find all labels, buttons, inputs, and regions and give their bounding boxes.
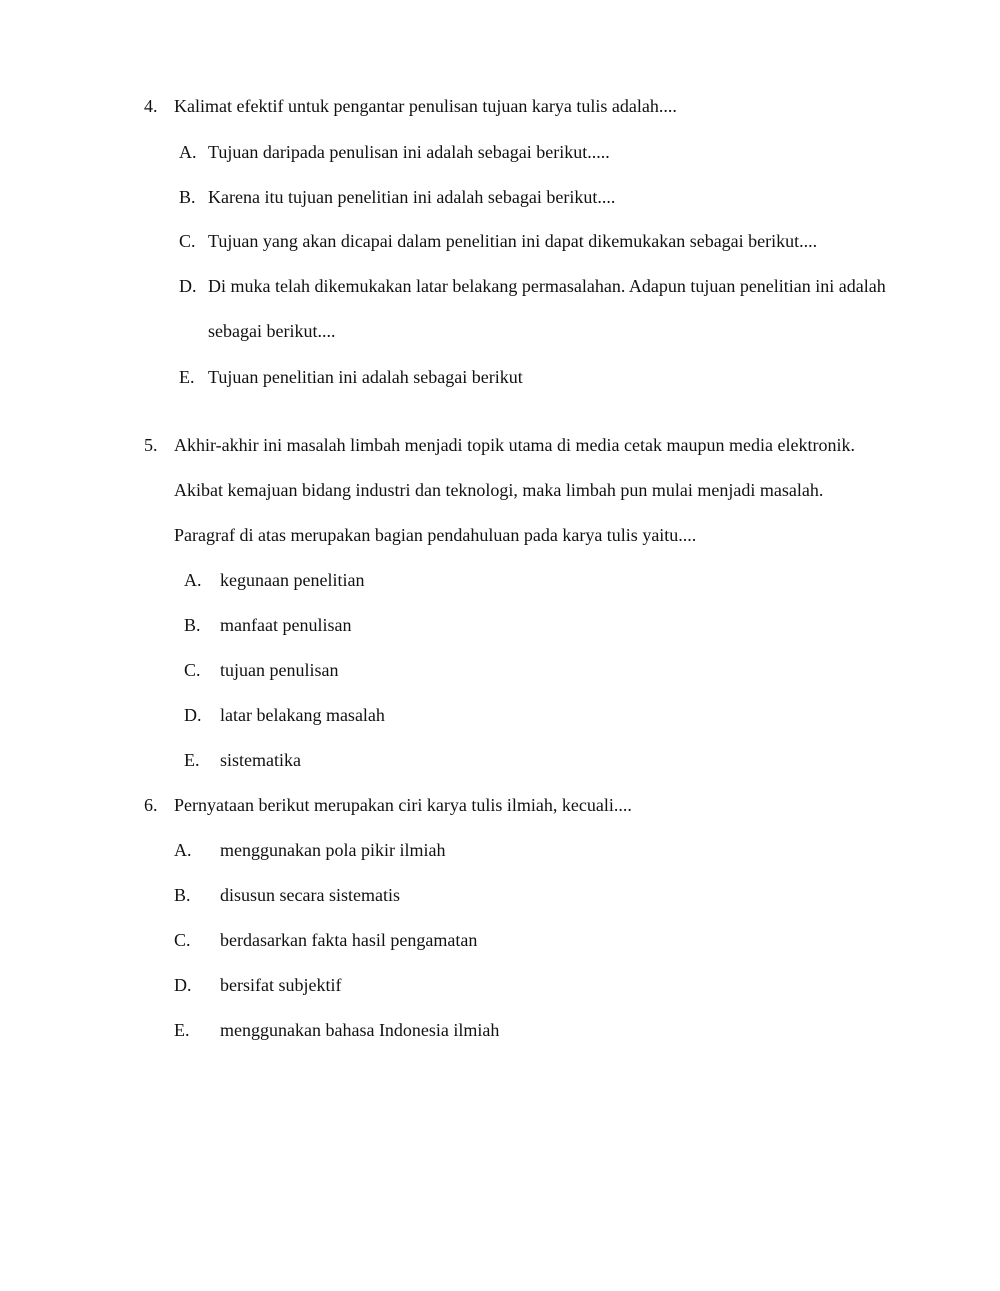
option-text: menggunakan bahasa Indonesia ilmiah — [220, 1020, 500, 1040]
option-letter: E. — [179, 367, 195, 387]
option-text: Tujuan daripada penulisan ini adalah sebagai berikut..... — [208, 142, 610, 162]
option-text: latar belakang masalah — [220, 705, 385, 725]
question-stem: Kalimat efektif untuk pengantar penulisan tujuan karya tulis adalah.... — [174, 96, 677, 116]
option-letter: C. — [174, 930, 191, 950]
option-letter: A. — [184, 570, 202, 590]
question-number: 5. — [144, 435, 158, 455]
option-text: Tujuan penelitian ini adalah sebagai berikut — [208, 367, 523, 387]
option-letter: D. — [174, 975, 192, 995]
option-letter: B. — [174, 885, 191, 905]
question-stem-line-3: Paragraf di atas merupakan bagian pendahuluan pada karya tulis yaitu.... — [174, 525, 697, 545]
option-letter: A. — [179, 142, 197, 162]
option-text: tujuan penulisan — [220, 660, 339, 680]
question-stem-line-2: Akibat kemajuan bidang industri dan teknologi, maka limbah pun mulai menjadi masalah. — [174, 480, 824, 500]
option-text: menggunakan pola pikir ilmiah — [220, 840, 446, 860]
option-text: disusun secara sistematis — [220, 885, 400, 905]
option-letter: C. — [179, 231, 196, 251]
option-text: Di muka telah dikemukakan latar belakang permasalahan. Adapun tujuan penelitian ini adalah — [208, 276, 886, 296]
option-letter: A. — [174, 840, 192, 860]
option-text-continued: sebagai berikut.... — [208, 321, 336, 341]
option-text: manfaat penulisan — [220, 615, 352, 635]
option-letter: E. — [184, 750, 200, 770]
question-stem: Akhir-akhir ini masalah limbah menjadi topik utama di media cetak maupun media elektronik. — [174, 435, 855, 455]
option-text: kegunaan penelitian — [220, 570, 365, 590]
option-text: sistematika — [220, 750, 301, 770]
question-number: 6. — [144, 795, 158, 815]
option-text: Karena itu tujuan penelitian ini adalah sebagai berikut.... — [208, 187, 616, 207]
option-text: bersifat subjektif — [220, 975, 342, 995]
question-number: 4. — [144, 96, 158, 116]
option-letter: E. — [174, 1020, 190, 1040]
option-text: berdasarkan fakta hasil pengamatan — [220, 930, 478, 950]
option-letter: D. — [184, 705, 202, 725]
option-text: Tujuan yang akan dicapai dalam penelitian ini dapat dikemukakan sebagai berikut.... — [208, 231, 818, 251]
option-letter: D. — [179, 276, 197, 296]
question-stem: Pernyataan berikut merupakan ciri karya tulis ilmiah, kecuali.... — [174, 795, 632, 815]
option-letter: C. — [184, 660, 201, 680]
option-letter: B. — [179, 187, 196, 207]
option-letter: B. — [184, 615, 201, 635]
